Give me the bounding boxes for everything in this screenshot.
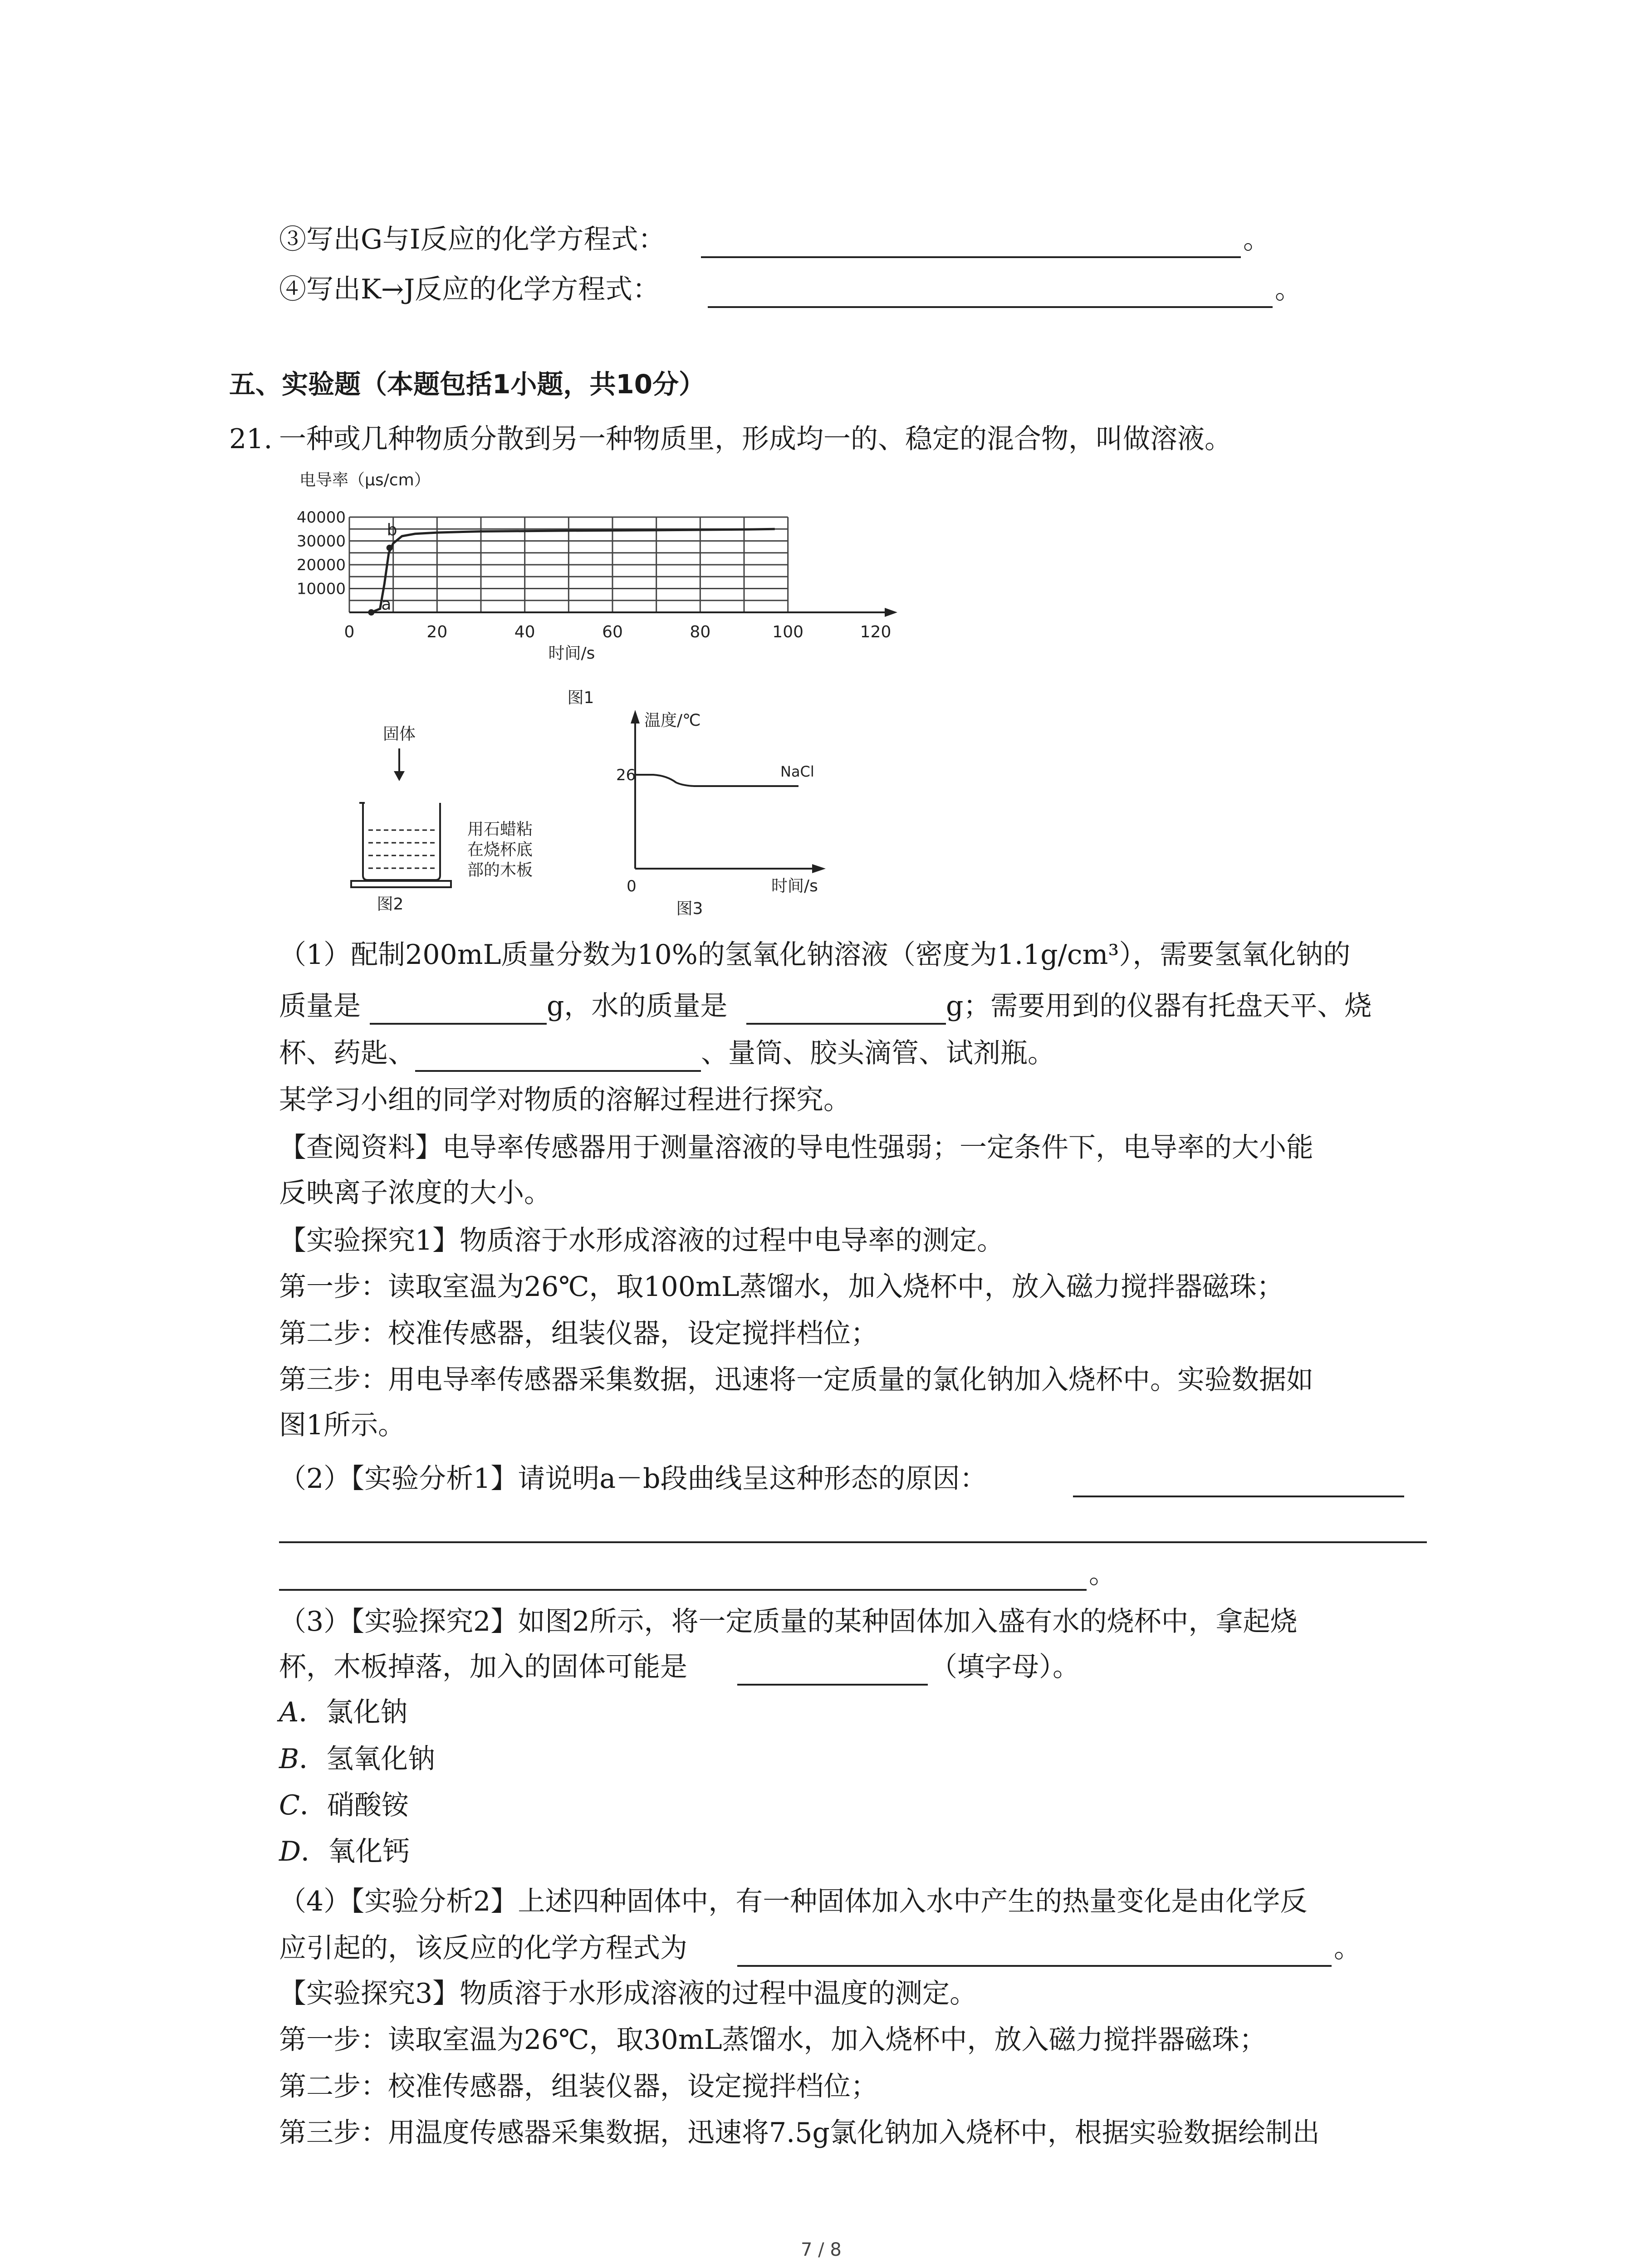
figure-2-caption: 图2: [377, 895, 404, 914]
x-tick-label: 0: [344, 623, 355, 641]
figure-2-beaker: [345, 712, 599, 930]
question-3-prompt: ③写出G与I反应的化学方程式：: [279, 224, 666, 255]
punctuation: 。: [1334, 1932, 1361, 1964]
x-tick-label: 120: [860, 623, 892, 641]
y-tick-label: 10000: [296, 580, 346, 598]
section-title: 五、实验题（本题包括1小题，共10分）: [229, 369, 705, 400]
option-a[interactable]: A．氯化钠: [279, 1696, 408, 1728]
punctuation: 。: [1089, 1558, 1116, 1590]
option-c[interactable]: C．硝酸铵: [279, 1789, 409, 1821]
board-note-2: 在烧杯底: [467, 841, 533, 859]
part2-line1: （2）【实验分析1】请说明a－b段曲线呈这种形态的原因：: [279, 1463, 987, 1495]
study-group-text: 某学习小组的同学对物质的溶解过程进行探究。: [279, 1084, 851, 1116]
exp3-step2: 第二步：校准传感器，组装仪器，设定搅拌档位；: [279, 2071, 878, 2102]
x-tick-label: 60: [602, 623, 623, 641]
y-tick-label: 40000: [296, 508, 346, 527]
answer-blank-instrument[interactable]: [415, 1044, 701, 1072]
wooden-board: [351, 881, 451, 887]
solid-label: 固体: [382, 725, 416, 743]
x-tick-label: 20: [426, 623, 448, 641]
point-b: [387, 545, 393, 551]
research-line1: 【查阅资料】电导率传感器用于测量溶液的导电性强弱；一定条件下，电导率的大小能: [279, 1132, 1313, 1163]
figure-1-caption: 图1: [567, 689, 594, 707]
exp3-title: 【实验探究3】物质溶于水形成溶液的过程中温度的测定。: [279, 1978, 977, 2009]
answer-blank[interactable]: [708, 280, 1273, 308]
figure-1-chart: [281, 463, 926, 717]
part1-line2b: g，水的质量是: [547, 990, 728, 1022]
part3-line2a: 杯，木板掉落，加入的固体可能是: [279, 1651, 687, 1683]
answer-blank[interactable]: [701, 230, 1241, 258]
part1-line3b: 、量筒、胶头滴管、试剂瓶。: [701, 1037, 1055, 1069]
x-axis-arrow-icon: [812, 864, 826, 873]
part4-line2a: 应引起的，该反应的化学方程式为: [279, 1932, 687, 1964]
option-b[interactable]: B．氢氧化钠: [279, 1743, 436, 1775]
point-a-label: a: [381, 595, 392, 614]
exp1-step3a: 第三步：用电导率传感器采集数据，迅速将一定质量的氯化钠加入烧杯中。实验数据如: [279, 1364, 1313, 1396]
figure-1-xlabel: 时间/s: [548, 644, 595, 663]
point-a: [368, 609, 374, 616]
part4-line1: （4）【实验分析2】上述四种固体中，有一种固体加入水中产生的热量变化是由化学反: [279, 1886, 1308, 1917]
answer-blank-solid-choice[interactable]: [737, 1657, 928, 1686]
part1-line3a: 杯、药匙、: [279, 1037, 415, 1069]
exp1-step3b: 图1所示。: [279, 1409, 406, 1441]
punctuation: 。: [1275, 274, 1302, 305]
arrow-down-icon: [394, 771, 405, 781]
figure-3-xlabel: 时间/s: [771, 877, 818, 895]
figure-3-chart: [599, 703, 880, 930]
exp1-title: 【实验探究1】物质溶于水形成溶液的过程中电导率的测定。: [279, 1225, 1004, 1256]
punctuation: 。: [1243, 224, 1270, 255]
figure-1-ylabel: 电导率（μs/cm）: [299, 471, 431, 489]
question-4-prompt: ④写出K→J反应的化学方程式：: [279, 274, 660, 305]
part1-line2a: 质量是: [279, 990, 361, 1022]
answer-blank-naoh-mass[interactable]: [370, 997, 547, 1025]
x-tick-label: 80: [690, 623, 711, 641]
x-tick-label: 100: [772, 623, 804, 641]
point-b-label: b: [387, 520, 397, 539]
exp1-step1: 第一步：读取室温为26℃，取100mL蒸馏水，加入烧杯中，放入磁力搅拌器磁珠；: [279, 1271, 1284, 1303]
exp3-step3: 第三步：用温度传感器采集数据，迅速将7.5g氯化钠加入烧杯中，根据实验数据绘制出: [279, 2117, 1320, 2149]
figure-3-origin: 0: [627, 877, 637, 895]
exp3-step1: 第一步：读取室温为26℃，取30mL蒸馏水，加入烧杯中，放入磁力搅拌器磁珠；: [279, 2024, 1267, 2056]
answer-blank-reason-3[interactable]: [279, 1563, 1087, 1591]
figure-3-caption: 图3: [676, 899, 703, 918]
part3-line2b: （填字母）。: [930, 1651, 1080, 1683]
board-note-3: 部的木板: [467, 861, 533, 880]
series-label-nacl: NaCl: [780, 763, 814, 780]
answer-blank-water-mass[interactable]: [746, 997, 946, 1025]
answer-blank-reason-2[interactable]: [279, 1515, 1427, 1543]
part3-line1: （3）【实验探究2】如图2所示，将一定质量的某种固体加入盛有水的烧杯中，拿起烧: [279, 1606, 1298, 1637]
nacl-temperature-curve: [636, 775, 798, 786]
answer-blank-equation[interactable]: [737, 1939, 1332, 1967]
exp1-step2: 第二步：校准传感器，组装仪器，设定搅拌档位；: [279, 1318, 878, 1349]
part1-line2c: g；需要用到的仪器有托盘天平、烧: [946, 990, 1372, 1022]
page-number: 7 / 8: [801, 2239, 842, 2260]
part1-line1: （1）配制200mL质量分数为10%的氢氧化钠溶液（密度为1.1g/cm³），需要氢氧化钠的: [279, 939, 1351, 971]
x-axis-arrow-icon: [885, 608, 897, 617]
research-line2: 反映离子浓度的大小。: [279, 1177, 551, 1209]
figure-3-ylabel: 温度/℃: [644, 711, 701, 730]
water-lines: [368, 830, 435, 868]
y-tick-label: 30000: [296, 532, 346, 551]
answer-blank-reason-1[interactable]: [1073, 1469, 1404, 1497]
board-note-1: 用石蜡粘: [467, 820, 533, 839]
question-number: 21.: [229, 423, 273, 455]
figure-3-y-value: 26: [616, 766, 636, 784]
option-d[interactable]: D．氧化钙: [279, 1836, 410, 1867]
question-intro: 一种或几种物质分散到另一种物质里，形成均一的、稳定的混合物，叫做溶液。: [279, 423, 1232, 455]
y-axis-arrow-icon: [631, 710, 640, 723]
x-tick-label: 40: [514, 623, 535, 641]
y-tick-label: 20000: [296, 556, 346, 574]
